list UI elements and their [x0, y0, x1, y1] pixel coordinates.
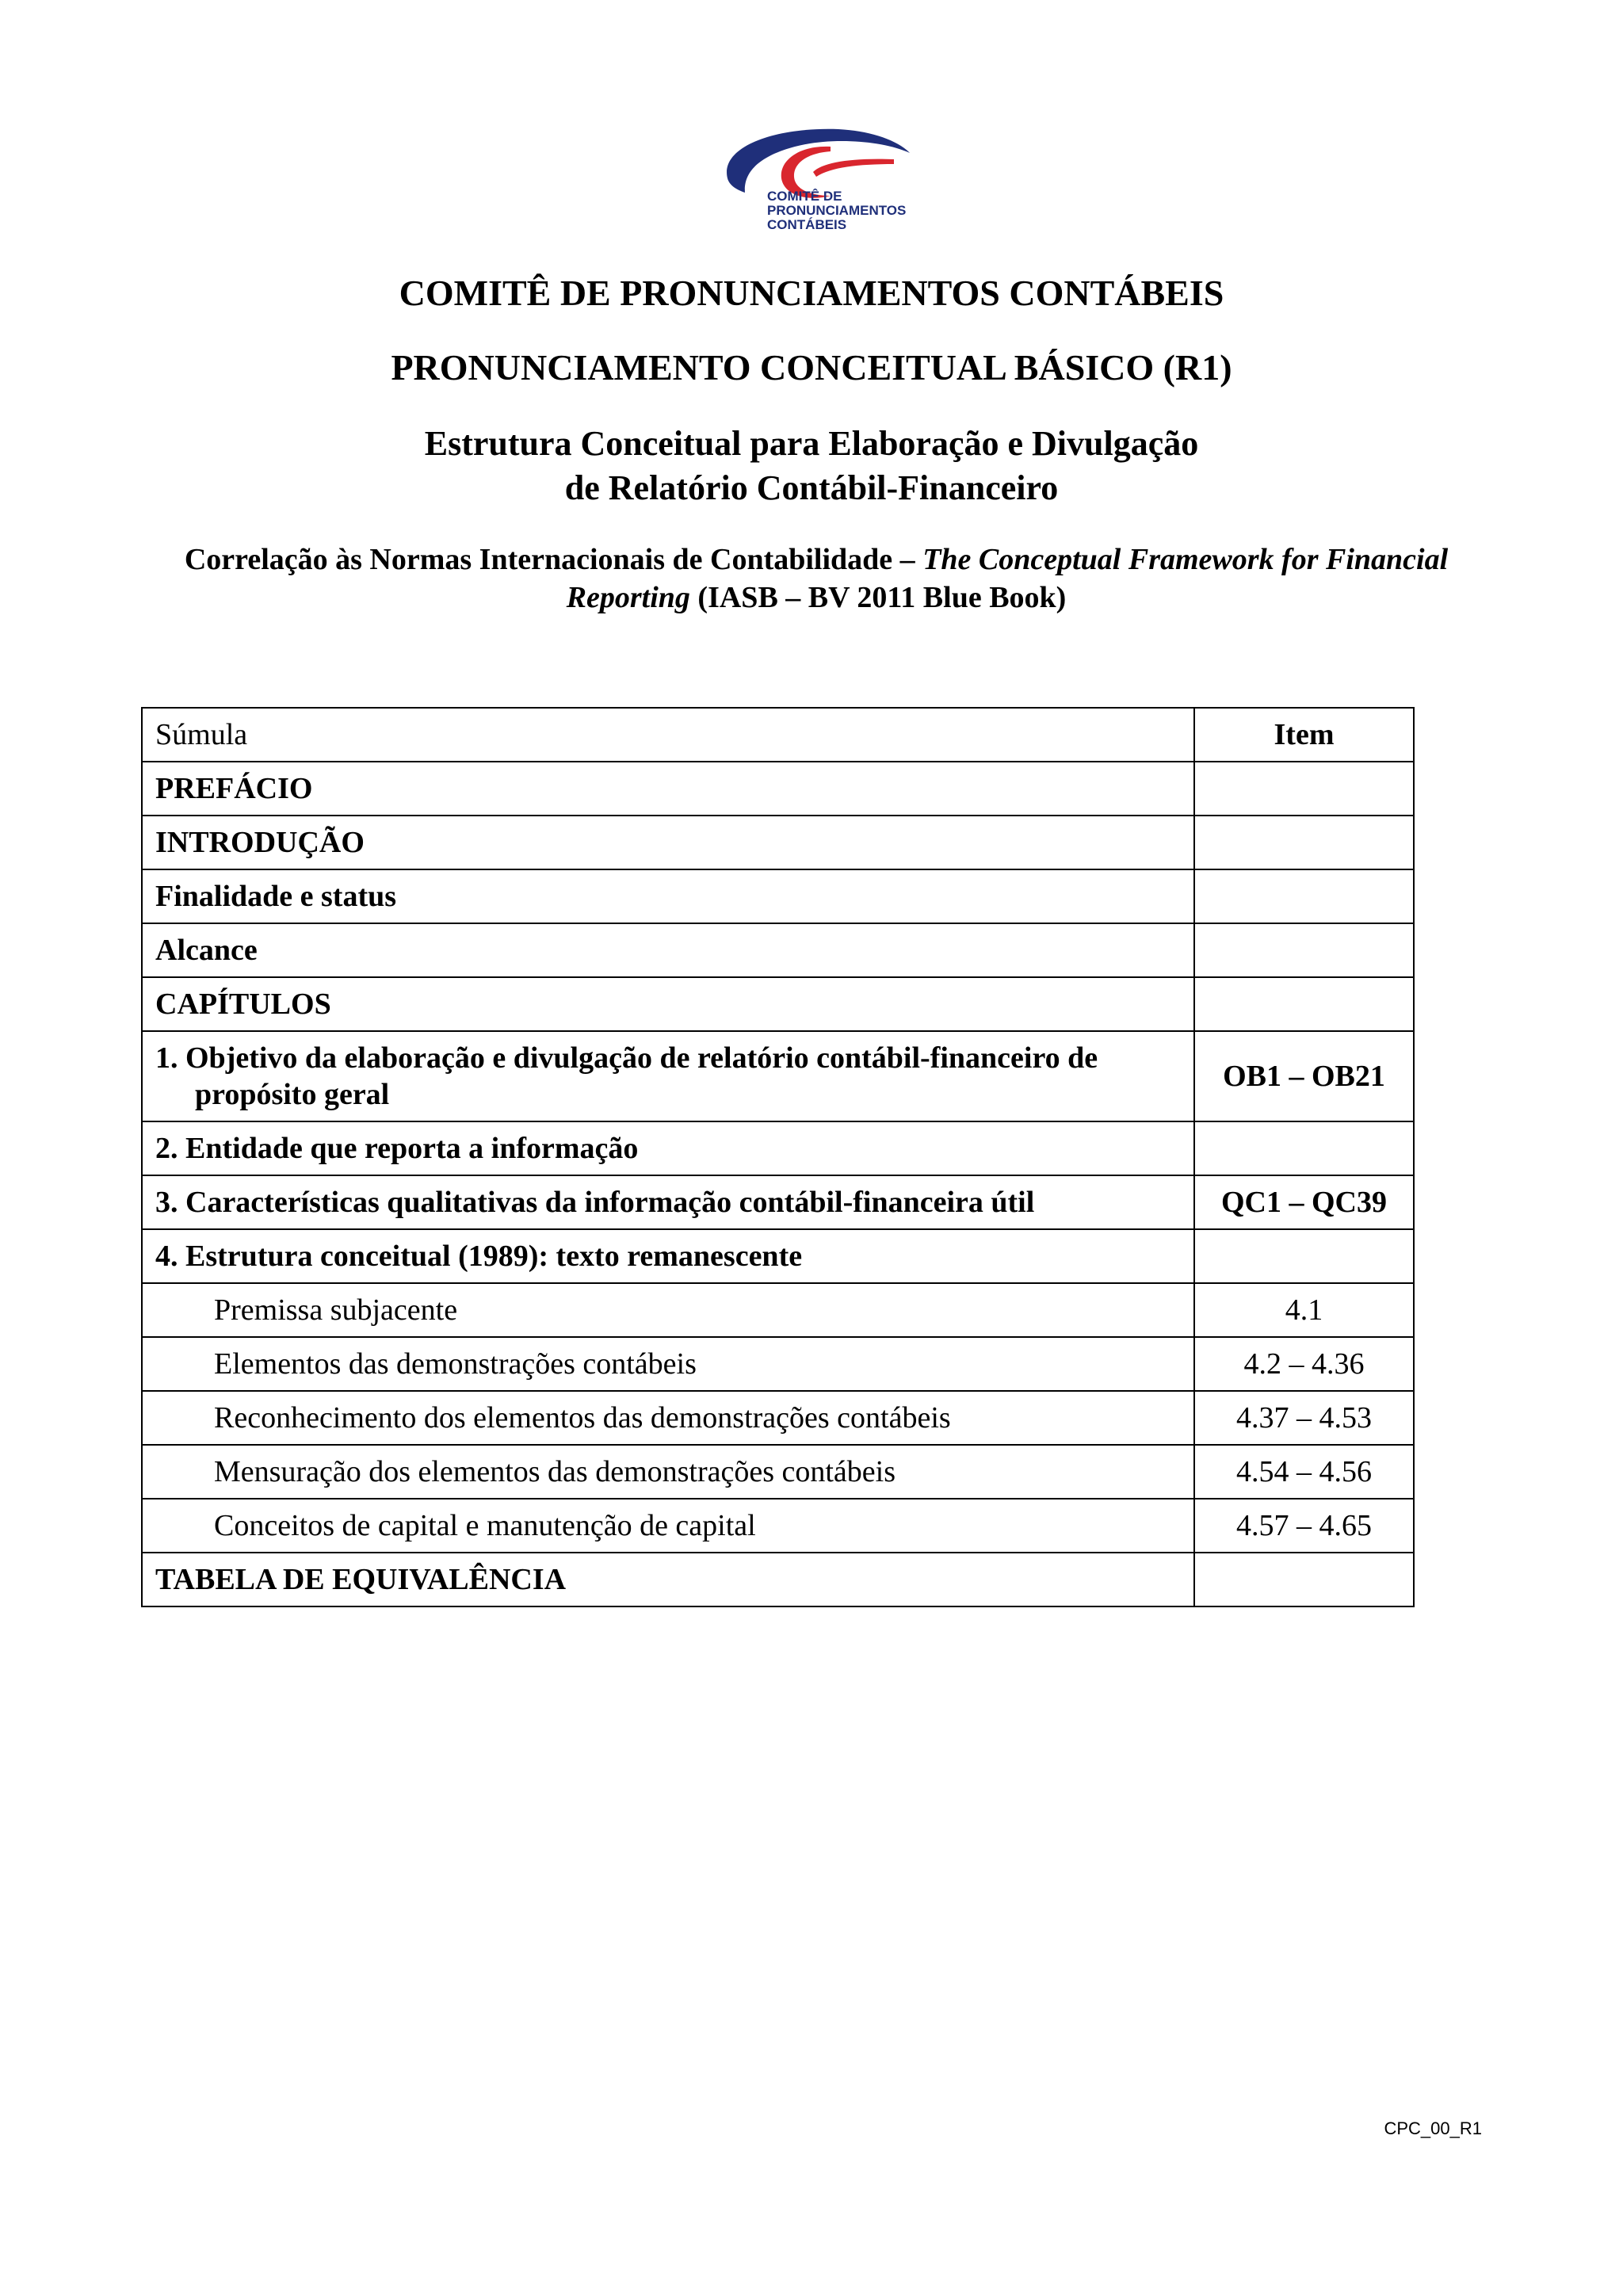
table-row [142, 1337, 1414, 1391]
table-row [142, 1445, 1414, 1499]
table-row [142, 816, 1414, 869]
document-subtitle [0, 422, 1623, 510]
logo-line-3: CONTÁBEIS [767, 217, 847, 232]
logo-line-1: COMITÊ DE [767, 189, 842, 204]
ifrs-correlation [158, 541, 1474, 617]
correlation-framework-title: The Conceptual Framework for Financial Reporting [566, 543, 1449, 614]
row-label: INTRODUÇÃO [142, 816, 1194, 869]
committee-title: COMITÊ DE PRONUNCIAMENTOS CONTÁBEIS [399, 273, 1224, 313]
subtitle-line-2: de Relatório Contábil-Financeiro [564, 468, 1059, 507]
row-label: Mensuração dos elementos das demonstrações contábeis [142, 1445, 1194, 1499]
table-row [142, 1175, 1414, 1229]
row-label: 3. Características qualitativas da informação contábil-financeira útil [142, 1175, 1194, 1229]
summary-header: Súmula [142, 708, 1194, 762]
table-row [142, 1283, 1414, 1337]
table-header-row [142, 708, 1414, 762]
cpc-logo [712, 123, 930, 238]
pronouncement-title: PRONUNCIAMENTO CONCEITUAL BÁSICO (R1) [391, 347, 1232, 388]
row-label: Elementos das demonstrações contábeis [142, 1337, 1194, 1391]
row-item: 4.37 – 4.53 [1194, 1391, 1414, 1445]
row-item [1194, 1121, 1414, 1175]
row-item: QC1 – QC39 [1194, 1175, 1414, 1229]
row-label [142, 1031, 1194, 1121]
row-label: Conceitos de capital e manutenção de capital [142, 1499, 1194, 1553]
row-label-text: 1. Objetivo da elaboração e divulgação de relatório contábil-financeiro de propósito geral [155, 1041, 1098, 1111]
table-row [142, 1121, 1414, 1175]
table-row [142, 1229, 1414, 1283]
document-code: CPC_00_R1 [1384, 2118, 1482, 2138]
row-label: CAPÍTULOS [142, 977, 1194, 1031]
row-item: 4.1 [1194, 1283, 1414, 1337]
row-label: Premissa subjacente [142, 1283, 1194, 1337]
row-label: PREFÁCIO [142, 762, 1194, 816]
row-label: Reconhecimento dos elementos das demonstrações contábeis [142, 1391, 1194, 1445]
table-row [142, 762, 1414, 816]
table-row [142, 923, 1414, 977]
row-item [1194, 762, 1414, 816]
item-header: Item [1194, 708, 1414, 762]
subtitle-line-1: Estrutura Conceitual para Elaboração e Divulgação [424, 424, 1199, 463]
row-item [1194, 1553, 1414, 1606]
row-item [1194, 816, 1414, 869]
table-row [142, 977, 1414, 1031]
row-item [1194, 1229, 1414, 1283]
row-item [1194, 977, 1414, 1031]
summary-table [141, 707, 1415, 1607]
table-row [142, 1553, 1414, 1606]
row-item: 4.57 – 4.65 [1194, 1499, 1414, 1553]
row-item: 4.54 – 4.56 [1194, 1445, 1414, 1499]
row-item [1194, 923, 1414, 977]
row-item [1194, 869, 1414, 923]
row-label: Finalidade e status [142, 869, 1194, 923]
correlation-prefix: Correlação às Normas Internacionais de Contabilidade – [184, 543, 923, 576]
row-item: OB1 – OB21 [1194, 1031, 1414, 1121]
row-label: Alcance [142, 923, 1194, 977]
row-label: 4. Estrutura conceitual (1989): texto remanescente [142, 1229, 1194, 1283]
table-row [142, 869, 1414, 923]
correlation-suffix: (IASB – BV 2011 Blue Book) [689, 581, 1067, 614]
row-label: TABELA DE EQUIVALÊNCIA [142, 1553, 1194, 1606]
table-row [142, 1391, 1414, 1445]
table-row [142, 1499, 1414, 1553]
row-label: 2. Entidade que reporta a informação [142, 1121, 1194, 1175]
logo-line-2: PRONUNCIAMENTOS [767, 203, 907, 218]
row-item: 4.2 – 4.36 [1194, 1337, 1414, 1391]
table-row [142, 1031, 1414, 1121]
